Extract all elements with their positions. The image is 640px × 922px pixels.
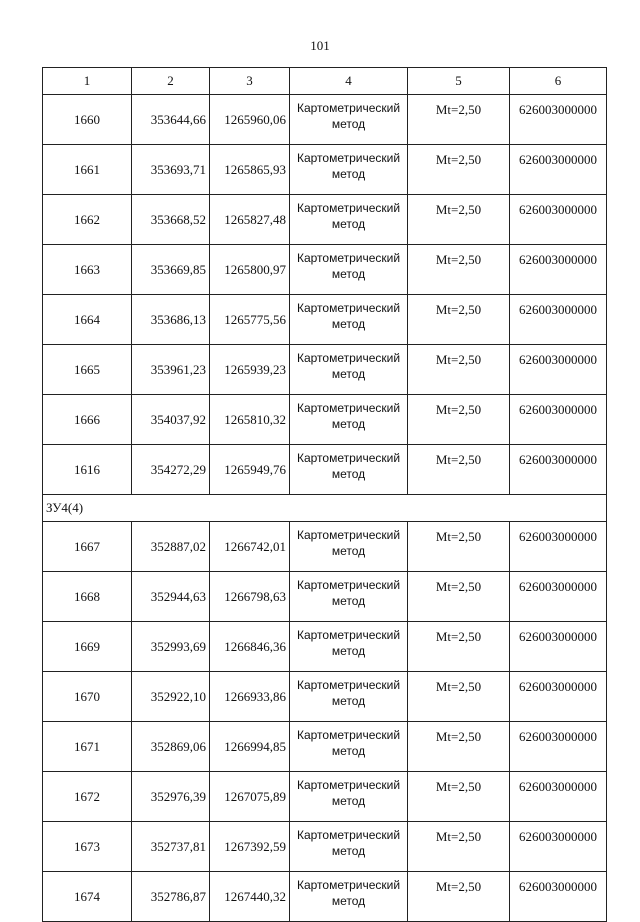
accuracy-cell: Mt=2,50 (408, 772, 510, 822)
accuracy-cell: Mt=2,50 (408, 245, 510, 295)
table-row (43, 145, 607, 195)
accuracy-cell: Mt=2,50 (408, 345, 510, 395)
column-header: 4 (290, 68, 408, 95)
table-row (43, 872, 607, 922)
method-line-2: метод (331, 844, 366, 858)
y-coordinate-cell: 1267075,89 (210, 772, 290, 822)
point-number-cell: 1661 (43, 145, 132, 195)
x-coordinate-cell: 353961,23 (132, 345, 210, 395)
y-coordinate-cell: 1265939,23 (210, 345, 290, 395)
method-line-1: Картометрический (296, 828, 401, 842)
section-title: ЗУ4(4) (43, 495, 607, 522)
code-cell: 626003000000 (510, 445, 607, 495)
x-coordinate-cell: 353693,71 (132, 145, 210, 195)
method-cell (290, 145, 408, 195)
y-coordinate-cell: 1266846,36 (210, 622, 290, 672)
method-line-1: Картометрический (296, 451, 401, 465)
table-row (43, 345, 607, 395)
code-cell: 626003000000 (510, 622, 607, 672)
table-row (43, 622, 607, 672)
method-line-1: Картометрический (296, 401, 401, 415)
y-coordinate-cell: 1265949,76 (210, 445, 290, 495)
accuracy-cell: Mt=2,50 (408, 522, 510, 572)
point-number-cell: 1672 (43, 772, 132, 822)
y-coordinate-cell: 1265810,32 (210, 395, 290, 445)
point-number-cell: 1670 (43, 672, 132, 722)
method-line-2: метод (331, 167, 366, 181)
method-line-2: метод (331, 367, 366, 381)
code-cell: 626003000000 (510, 95, 607, 145)
accuracy-cell: Mt=2,50 (408, 395, 510, 445)
coordinates-table (42, 67, 607, 922)
method-line-1: Картометрический (296, 301, 401, 315)
method-cell (290, 722, 408, 772)
method-line-1: Картометрический (296, 151, 401, 165)
y-coordinate-cell: 1265865,93 (210, 145, 290, 195)
x-coordinate-cell: 352944,63 (132, 572, 210, 622)
method-line-1: Картометрический (296, 778, 401, 792)
method-line-2: метод (331, 594, 366, 608)
method-line-1: Картометрический (296, 351, 401, 365)
method-cell (290, 345, 408, 395)
code-cell: 626003000000 (510, 672, 607, 722)
method-line-2: метод (331, 544, 366, 558)
table-row (43, 395, 607, 445)
method-line-1: Картометрический (296, 678, 401, 692)
point-number-cell: 1669 (43, 622, 132, 672)
point-number-cell: 1660 (43, 95, 132, 145)
x-coordinate-cell: 352922,10 (132, 672, 210, 722)
y-coordinate-cell: 1265827,48 (210, 195, 290, 245)
code-cell: 626003000000 (510, 145, 607, 195)
column-header: 1 (43, 68, 132, 95)
y-coordinate-cell: 1266742,01 (210, 522, 290, 572)
accuracy-cell: Mt=2,50 (408, 822, 510, 872)
column-header: 6 (510, 68, 607, 95)
method-line-2: метод (331, 644, 366, 658)
y-coordinate-cell: 1265800,97 (210, 245, 290, 295)
accuracy-cell: Mt=2,50 (408, 195, 510, 245)
x-coordinate-cell: 353669,85 (132, 245, 210, 295)
y-coordinate-cell: 1267440,32 (210, 872, 290, 922)
method-cell (290, 622, 408, 672)
method-cell (290, 245, 408, 295)
point-number-cell: 1674 (43, 872, 132, 922)
y-coordinate-cell: 1266994,85 (210, 722, 290, 772)
method-line-1: Картометрический (296, 728, 401, 742)
y-coordinate-cell: 1266933,86 (210, 672, 290, 722)
point-number-cell: 1673 (43, 822, 132, 872)
code-cell: 626003000000 (510, 245, 607, 295)
column-header: 2 (132, 68, 210, 95)
code-cell: 626003000000 (510, 722, 607, 772)
column-header: 5 (408, 68, 510, 95)
method-cell (290, 95, 408, 145)
accuracy-cell: Mt=2,50 (408, 445, 510, 495)
accuracy-cell: Mt=2,50 (408, 95, 510, 145)
x-coordinate-cell: 354037,92 (132, 395, 210, 445)
x-coordinate-cell: 352887,02 (132, 522, 210, 572)
x-coordinate-cell: 352737,81 (132, 822, 210, 872)
y-coordinate-cell: 1266798,63 (210, 572, 290, 622)
point-number-cell: 1671 (43, 722, 132, 772)
method-line-2: метод (331, 894, 366, 908)
table-row (43, 445, 607, 495)
y-coordinate-cell: 1267392,59 (210, 822, 290, 872)
table-row (43, 522, 607, 572)
accuracy-cell: Mt=2,50 (408, 722, 510, 772)
table-row (43, 295, 607, 345)
code-cell: 626003000000 (510, 345, 607, 395)
accuracy-cell: Mt=2,50 (408, 295, 510, 345)
code-cell: 626003000000 (510, 872, 607, 922)
table-row (43, 772, 607, 822)
method-line-2: метод (331, 267, 366, 281)
table-row (43, 722, 607, 772)
method-line-2: метод (331, 694, 366, 708)
point-number-cell: 1616 (43, 445, 132, 495)
page-number: 101 (310, 38, 330, 53)
code-cell: 626003000000 (510, 395, 607, 445)
table-header-row (43, 68, 607, 95)
method-line-2: метод (331, 417, 366, 431)
x-coordinate-cell: 354272,29 (132, 445, 210, 495)
method-cell (290, 872, 408, 922)
accuracy-cell: Mt=2,50 (408, 672, 510, 722)
x-coordinate-cell: 353668,52 (132, 195, 210, 245)
method-cell (290, 672, 408, 722)
method-line-2: метод (331, 117, 366, 131)
accuracy-cell: Mt=2,50 (408, 145, 510, 195)
method-line-2: метод (331, 217, 366, 231)
table-row (43, 195, 607, 245)
x-coordinate-cell: 352869,06 (132, 722, 210, 772)
method-line-2: метод (331, 467, 366, 481)
method-line-1: Картометрический (296, 201, 401, 215)
code-cell: 626003000000 (510, 295, 607, 345)
point-number-cell: 1662 (43, 195, 132, 245)
table-body (43, 68, 607, 922)
x-coordinate-cell: 353686,13 (132, 295, 210, 345)
code-cell: 626003000000 (510, 822, 607, 872)
y-coordinate-cell: 1265775,56 (210, 295, 290, 345)
method-line-1: Картометрический (296, 528, 401, 542)
method-line-2: метод (331, 794, 366, 808)
accuracy-cell: Mt=2,50 (408, 872, 510, 922)
method-line-2: метод (331, 744, 366, 758)
accuracy-cell: Mt=2,50 (408, 572, 510, 622)
table-row (43, 95, 607, 145)
column-header: 3 (210, 68, 290, 95)
method-cell (290, 195, 408, 245)
method-cell (290, 572, 408, 622)
method-cell (290, 772, 408, 822)
method-cell (290, 822, 408, 872)
x-coordinate-cell: 353644,66 (132, 95, 210, 145)
code-cell: 626003000000 (510, 195, 607, 245)
code-cell: 626003000000 (510, 572, 607, 622)
x-coordinate-cell: 352993,69 (132, 622, 210, 672)
method-line-1: Картометрический (296, 101, 401, 115)
table-row (43, 572, 607, 622)
method-cell (290, 522, 408, 572)
method-line-2: метод (331, 317, 366, 331)
table-row (43, 245, 607, 295)
method-cell (290, 395, 408, 445)
x-coordinate-cell: 352786,87 (132, 872, 210, 922)
method-cell (290, 445, 408, 495)
code-cell: 626003000000 (510, 522, 607, 572)
table-row (43, 672, 607, 722)
section-row (43, 495, 607, 522)
method-line-1: Картометрический (296, 628, 401, 642)
point-number-cell: 1663 (43, 245, 132, 295)
y-coordinate-cell: 1265960,06 (210, 95, 290, 145)
accuracy-cell: Mt=2,50 (408, 622, 510, 672)
table-row (43, 822, 607, 872)
method-line-1: Картометрический (296, 578, 401, 592)
point-number-cell: 1666 (43, 395, 132, 445)
point-number-cell: 1665 (43, 345, 132, 395)
point-number-cell: 1668 (43, 572, 132, 622)
method-line-1: Картометрический (296, 878, 401, 892)
point-number-cell: 1667 (43, 522, 132, 572)
method-cell (290, 295, 408, 345)
code-cell: 626003000000 (510, 772, 607, 822)
point-number-cell: 1664 (43, 295, 132, 345)
method-line-1: Картометрический (296, 251, 401, 265)
x-coordinate-cell: 352976,39 (132, 772, 210, 822)
